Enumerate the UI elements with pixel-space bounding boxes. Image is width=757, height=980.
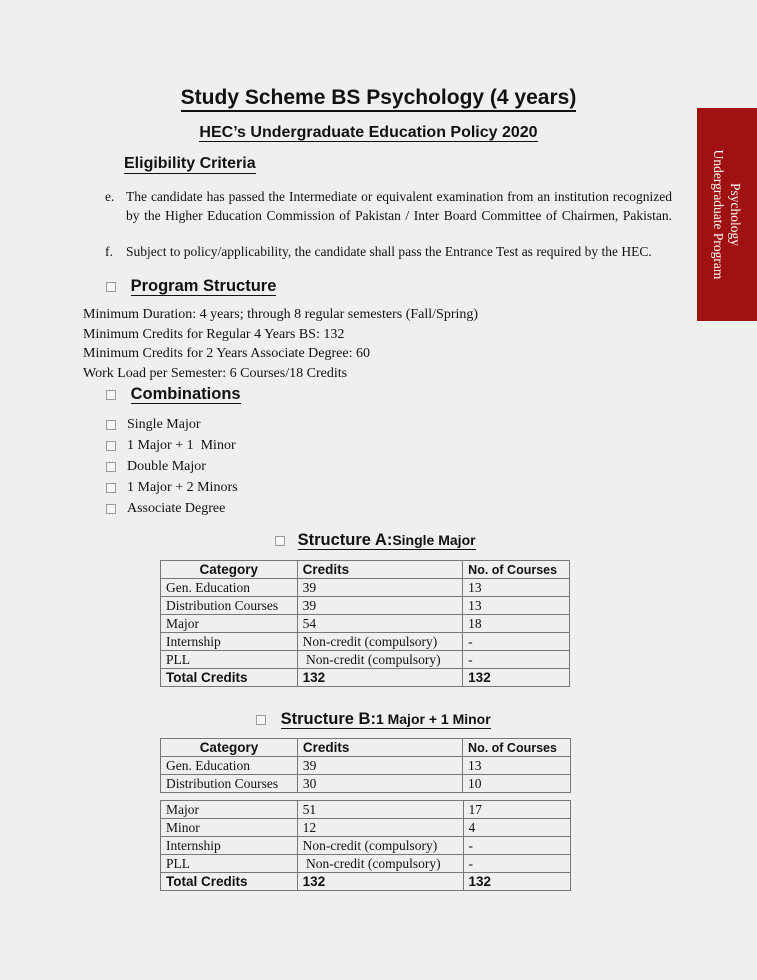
combination-label: Associate Degree [127,501,226,516]
table-row [161,775,571,793]
total-credits: 132 [297,873,463,891]
criteria-marker-e: e. [105,189,115,204]
side-tab-text [697,108,757,321]
cell-credits: Non-credit (compulsory) [297,633,463,651]
cell-category: PLL [161,651,298,669]
table-row [161,801,571,819]
structure-a-heading [275,531,476,550]
cell-category: Gen. Education [161,579,298,597]
criteria-item-f [105,243,686,262]
table-row [161,597,570,615]
combination-label: Single Major [127,417,201,432]
cell-category: Major [161,615,298,633]
page-title-text: Study Scheme BS Psychology (4 years) [181,86,577,112]
cell-credits: Non-credit (compulsory) [297,855,463,873]
cell-courses: - [463,633,570,651]
header-category: Category [161,561,298,579]
structure-b-table-top [160,738,571,793]
table-row [161,633,570,651]
cell-courses: 10 [463,775,571,793]
checkbox-icon [106,420,116,430]
side-tab-line-2: Undergraduate Program [711,149,726,280]
checkbox-icon [106,282,116,292]
cell-category: Internship [161,633,298,651]
combinations-label: Combinations [130,385,241,403]
cell-courses: 17 [463,801,570,819]
criteria-item-e [105,188,672,225]
cell-courses: - [463,651,570,669]
table-total-row [161,669,570,687]
criteria-text-e: The candidate has passed the Intermediate or equivalent examination from an institution recognized by the Higher Education Commission of Pakistan / Inter Board Committee of Chairmen, Pakistan. [126,189,672,223]
page-subtitle-text: HEC’s Undergraduate Education Policy 2020 [199,124,538,141]
cell-credits: 12 [297,819,463,837]
program-line-credits-associate: Minimum Credits for 2 Years Associate Degree: 60 [83,346,370,361]
side-tab [697,108,757,321]
structure-a-label: Structure A: [297,531,393,549]
cell-credits: 39 [297,757,462,775]
table-row [161,579,570,597]
combination-label: 1 Major + 2 Minors [127,480,238,495]
combination-label: Double Major [127,459,206,474]
header-credits: Credits [297,739,462,757]
total-label: Total Credits [161,873,298,891]
cell-credits: 39 [297,579,463,597]
program-structure-label: Program Structure [130,277,277,295]
cell-credits: 54 [297,615,463,633]
cell-category: Minor [161,819,298,837]
combination-label: 1 Major + 1 Minor [127,438,236,453]
cell-credits: 30 [297,775,462,793]
cell-courses: 13 [463,597,570,615]
checkbox-icon [106,390,116,400]
cell-credits: Non-credit (compulsory) [297,837,463,855]
cell-courses: 18 [463,615,570,633]
criteria-marker-f: f. [105,244,113,259]
program-structure-heading [106,277,276,296]
cell-credits: 39 [297,597,463,615]
program-line-duration: Minimum Duration: 4 years; through 8 regular semesters (Fall/Spring) [83,307,479,322]
table-row [161,615,570,633]
criteria-text-f: Subject to policy/applicability, the candidate shall pass the Entrance Test as required by the HEC. [126,244,652,259]
cell-category: Internship [161,837,298,855]
header-courses: No. of Courses [463,561,570,579]
program-line-workload: Work Load per Semester: 6 Courses/18 Credits [83,366,348,381]
table-row [161,819,571,837]
checkbox-icon [106,483,116,493]
total-credits: 132 [297,669,463,687]
total-courses: 132 [463,873,570,891]
cell-category: Major [161,801,298,819]
table-header-row [161,561,570,579]
structure-a-table [160,560,570,687]
checkbox-icon [256,715,266,725]
header-courses: No. of Courses [463,739,571,757]
cell-category: Gen. Education [161,757,298,775]
checkbox-icon [106,504,116,514]
side-tab-line-1: Psychology [728,182,743,246]
cell-category: PLL [161,855,298,873]
checkbox-icon [275,536,285,546]
cell-credits: 51 [297,801,463,819]
program-line-credits-bs: Minimum Credits for Regular 4 Years BS: 132 [83,327,345,342]
total-label: Total Credits [161,669,298,687]
checkbox-icon [106,462,116,472]
cell-category: Distribution Courses [161,597,298,615]
table-total-row [161,873,571,891]
structure-b-sublabel: 1 Major + 1 Minor [375,711,491,727]
eligibility-heading: Eligibility Criteria [124,155,256,172]
page-subtitle [0,124,737,142]
header-category: Category [161,739,298,757]
cell-credits: Non-credit (compulsory) [297,651,463,669]
structure-b-table-bottom [160,800,571,891]
structure-a-sublabel: Single Major [392,532,476,548]
structure-b-label: Structure B: [280,710,376,728]
page-title [0,86,757,110]
cell-courses: 13 [463,579,570,597]
table-header-row [161,739,571,757]
cell-courses: - [463,855,570,873]
table-row [161,651,570,669]
table-row [161,855,571,873]
cell-courses: 13 [463,757,571,775]
total-courses: 132 [463,669,570,687]
cell-courses: - [463,837,570,855]
table-row [161,757,571,775]
structure-b-heading [256,710,491,729]
header-credits: Credits [297,561,463,579]
cell-courses: 4 [463,819,570,837]
table-row [161,837,571,855]
combinations-heading [106,385,241,404]
cell-category: Distribution Courses [161,775,298,793]
checkbox-icon [106,441,116,451]
